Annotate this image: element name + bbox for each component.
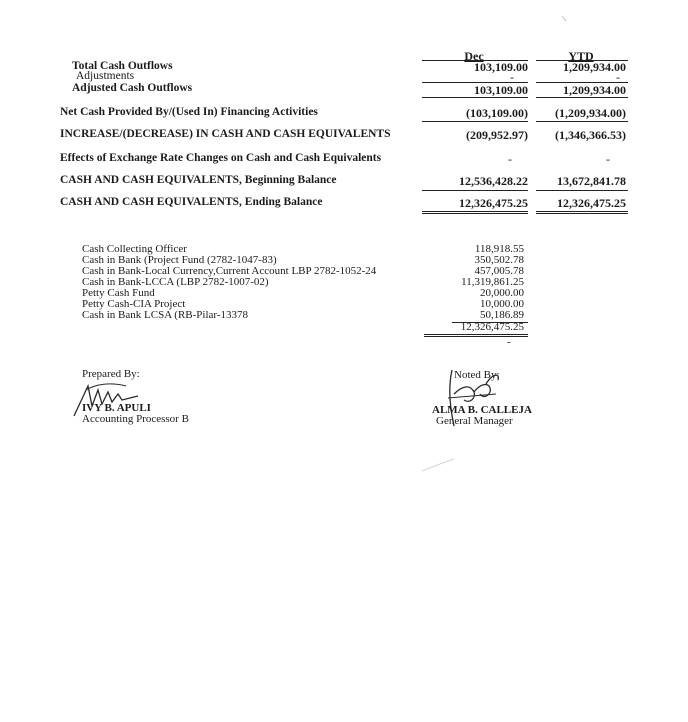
underline-rule: [422, 60, 528, 61]
row-value-dec: -: [508, 152, 512, 166]
prepared-by-name: IVY B. APULI: [82, 402, 151, 414]
breakdown-item-amount: 20,000.00: [480, 287, 524, 299]
noted-by-caption: Noted By:: [454, 369, 500, 381]
noted-by-name: ALMA B. CALLEJA: [432, 404, 532, 416]
scan-mark: [420, 455, 460, 475]
row-value-dec: -: [510, 70, 514, 84]
scan-mark: [560, 14, 570, 24]
row-value-ytd: 1,209,934.00: [563, 60, 626, 74]
underline-rule: [422, 190, 528, 191]
breakdown-item-label: Cash in Bank-LCCA (LBP 2782-1007-02): [82, 276, 269, 288]
breakdown-item-amount: 11,319,861.25: [461, 276, 524, 288]
after-total-dash: -: [507, 336, 511, 348]
row-label-increase-decrease: INCREASE/(DECREASE) IN CASH AND CASH EQUIVALENTS: [60, 128, 391, 140]
row-label-exchange-rate-effects: Effects of Exchange Rate Changes on Cash and Cash Equivalents: [60, 152, 382, 164]
breakdown-item-amount: 50,186.89: [480, 309, 524, 321]
total-double-rule: [424, 336, 528, 337]
row-label-beginning-balance: CASH AND CASH EQUIVALENTS, Beginning Balance: [60, 174, 337, 186]
column-header-dec: Dec: [464, 49, 484, 63]
breakdown-item-amount: 457,005.78: [474, 265, 524, 277]
underline-rule: [536, 213, 628, 214]
prepared-by-caption: Prepared By:: [82, 368, 140, 380]
breakdown-total: 12,326,475.25: [460, 321, 524, 333]
row-label-adjusted-cash-outflows: Adjusted Cash Outflows: [72, 82, 193, 94]
underline-rule: [422, 213, 528, 214]
underline-rule: [422, 97, 528, 98]
row-label-ending-balance: CASH AND CASH EQUIVALENTS, Ending Balance: [60, 196, 323, 208]
row-value-dec: 103,109.00: [474, 83, 528, 97]
underline-rule: [536, 97, 628, 98]
total-double-rule: [424, 334, 528, 335]
breakdown-item-amount: 10,000.00: [480, 298, 524, 310]
breakdown-item-label: Petty Cash Fund: [82, 287, 155, 299]
breakdown-item-amount: 350,502.78: [474, 254, 524, 266]
row-label-total-cash-outflows: Total Cash Outflows: [72, 60, 173, 72]
breakdown-item-label: Cash Collecting Officer: [82, 243, 187, 255]
row-value-ytd: -: [616, 70, 620, 84]
noted-by-title: General Manager: [436, 415, 513, 427]
breakdown-item-label: Cash in Bank (Project Fund (2782-1047-83): [82, 254, 277, 266]
underline-rule: [422, 211, 528, 212]
breakdown-item-amount: 118,918.55: [474, 243, 524, 255]
prepared-by-title: Accounting Processor B: [82, 413, 189, 425]
underline-rule: [536, 60, 628, 61]
breakdown-item-label: Cash in Bank LCSA (RB-Pilar-13378: [82, 309, 249, 321]
row-label-adjustments: Adjustments: [76, 70, 135, 82]
breakdown-item-label: Cash in Bank-Local Currency,Current Account LBP 2782-1052-24: [82, 265, 377, 277]
underline-rule: [422, 121, 528, 122]
row-value-dec: (103,109.00): [466, 106, 528, 120]
row-value-ytd: 13,672,841.78: [557, 174, 626, 188]
row-value-dec: 12,326,475.25: [459, 196, 528, 210]
row-value-dec: (209,952.97): [466, 128, 528, 142]
underline-rule: [536, 121, 628, 122]
row-value-ytd: 1,209,934.00: [563, 83, 626, 97]
breakdown-item-label: Petty Cash-CIA Project: [82, 298, 186, 310]
underline-rule: [536, 211, 628, 212]
underline-rule: [536, 190, 628, 191]
row-label-net-cash-financing: Net Cash Provided By/(Used In) Financing Activities: [60, 106, 318, 118]
row-value-dec: 12,536,428.22: [459, 174, 528, 188]
row-value-ytd: 12,326,475.25: [557, 196, 626, 210]
row-value-ytd: -: [606, 152, 610, 166]
row-value-dec: 103,109.00: [474, 60, 528, 74]
column-header-ytd: YTD: [568, 49, 594, 63]
row-value-ytd: (1,346,366.53): [555, 128, 626, 142]
row-value-ytd: (1,209,934.00): [555, 106, 626, 120]
